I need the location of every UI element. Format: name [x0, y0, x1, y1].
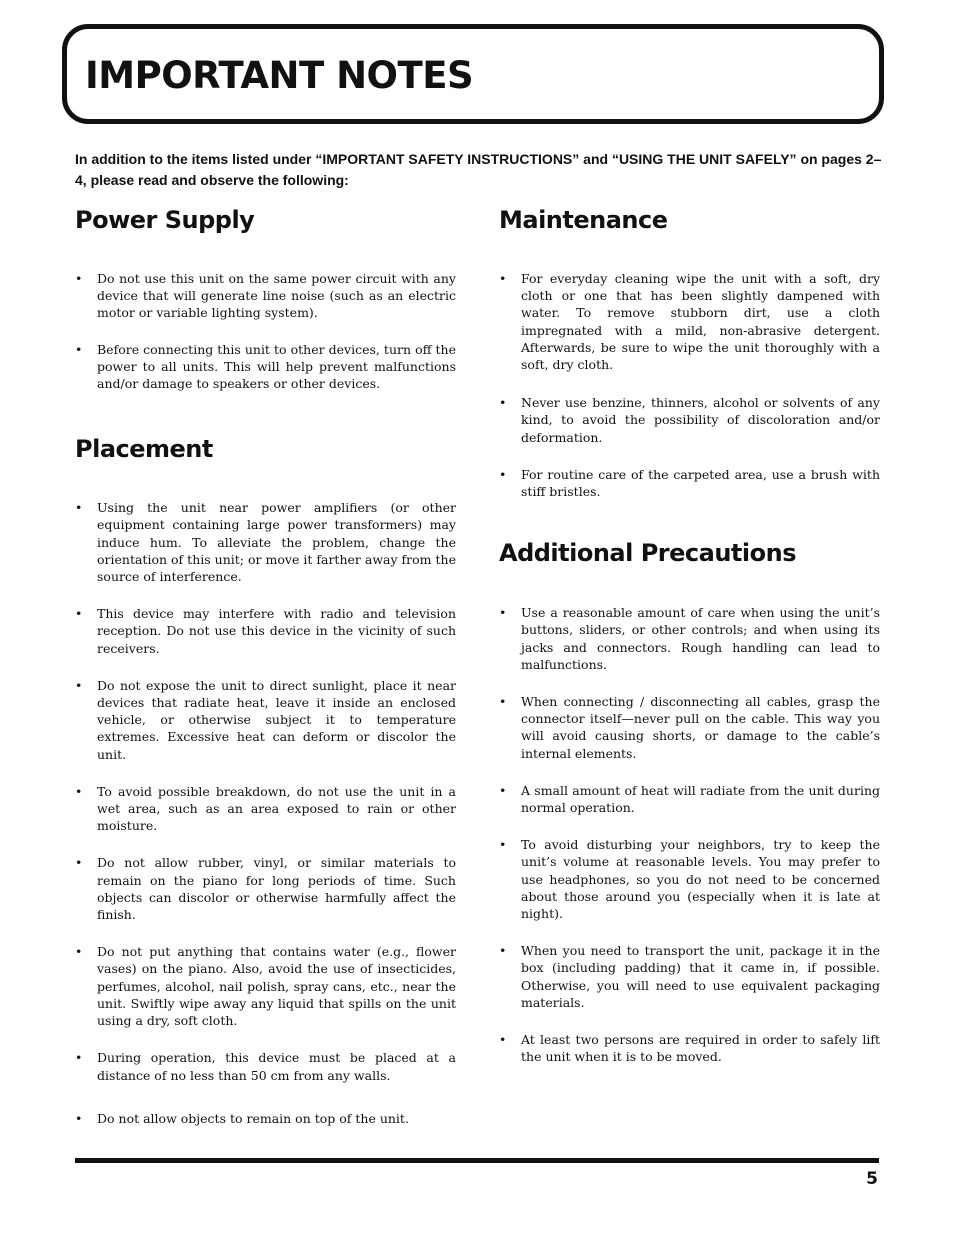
- list-item: • Do not use this unit on the same power circuit with any device that will generate line noise (such as an electric motor or variable lighting system).: [75, 271, 456, 321]
- list-item: • During operation, this device must be placed at a distance of no less than 50 cm from any walls.: [75, 1050, 456, 1083]
- page-number: 5: [866, 1169, 878, 1189]
- list-item: • To avoid possible breakdown, do not use the unit in a wet area, such as an area exposed to rain or other moisture.: [75, 783, 456, 834]
- right-column: [499, 200, 880, 1066]
- list-item: • For routine care of the carpeted area, use a brush with stiff bristles.: [499, 466, 880, 500]
- bullet-icon: •: [75, 271, 83, 286]
- list-item: • Do not allow objects to remain on top of the unit.: [75, 1110, 409, 1126]
- bullet-icon: •: [499, 395, 507, 411]
- bullet-icon: •: [75, 677, 83, 693]
- list-item: • Using the unit near power amplifiers (or other equipment containing large power transformers) may induce hum. To alleviate the problem, change the orientation of this unit; or move it farther away from the source of interference.: [75, 500, 456, 585]
- list-item: • Do not put anything that contains water (e.g., flower vases) on the piano. Also, avoid the use of insecticides, perfumes, alcohol, nail polish, spray cans, etc., near the unit. Swiftly wipe away any liquid that spills on the unit using a dry, soft cloth.: [75, 944, 456, 1029]
- bullet-icon: •: [499, 1032, 507, 1048]
- additional-precautions-heading: Additional Precautions: [499, 539, 796, 568]
- left-column: [75, 200, 456, 1127]
- list-item: • Never use benzine, thinners, alcohol or solvents of any kind, to avoid the possibility of discoloration and/or deformation.: [499, 395, 880, 445]
- power-supply-heading: Power Supply: [75, 206, 255, 234]
- bullet-icon: •: [75, 783, 83, 799]
- placement-list: [75, 499, 456, 1127]
- intro-text: In addition to the items listed under “IMPORTANT SAFETY INSTRUCTIONS” and “USING THE UNIT SAFELY” on pages 2–4, please read and observe the following:: [75, 151, 882, 188]
- bullet-icon: •: [75, 500, 83, 516]
- bullet-icon: •: [499, 943, 507, 959]
- maintenance-list: [499, 270, 880, 500]
- list-item: • Use a reasonable amount of care when using the unit’s buttons, sliders, or other controls; and when using its jacks and connectors. Rough handling can lead to malfunctions.: [499, 605, 880, 672]
- maintenance-heading: Maintenance: [499, 206, 668, 234]
- list-item: • At least two persons are required in order to safely lift the unit when it is to be moved.: [499, 1032, 880, 1065]
- list-item: • Do not allow rubber, vinyl, or similar materials to remain on the piano for long periods of time. Such objects can discolor or otherwise harmfully affect the finish.: [75, 855, 456, 923]
- power-supply-list: [75, 270, 456, 392]
- additional-precautions-list: [499, 604, 880, 1065]
- bullet-icon: •: [499, 605, 507, 621]
- bullet-icon: •: [499, 837, 507, 853]
- list-item: • To avoid disturbing your neighbors, try to keep the unit’s volume at reasonable levels. You may prefer to use headphones, so you do not need to be concerned about those around you (especially when it is late at night).: [499, 837, 880, 922]
- bullet-icon: •: [75, 855, 83, 871]
- list-item: • Do not expose the unit to direct sunlight, place it near devices that radiate heat, leave it inside an enclosed vehicle, or otherwise subject it to temperature extremes. Excessive heat can deform or discolor the unit.: [75, 677, 456, 762]
- bullet-icon: •: [75, 944, 83, 960]
- list-item: • A small amount of heat will radiate from the unit during normal operation.: [499, 782, 880, 816]
- footer-rule: [75, 1158, 879, 1163]
- bullet-icon: •: [75, 606, 83, 622]
- bullet-icon: •: [75, 341, 83, 357]
- bullet-icon: •: [75, 1110, 83, 1126]
- title-box: [62, 24, 884, 124]
- bullet-icon: •: [499, 466, 507, 482]
- list-item: • When you need to transport the unit, package it in the box (including padding) that it came in, if possible. Otherwise, you will need to use equivalent packaging materials.: [499, 943, 880, 1010]
- page-title: IMPORTANT NOTES: [85, 54, 474, 97]
- bullet-icon: •: [499, 782, 507, 798]
- list-item: • This device may interfere with radio and television reception. Do not use this device in the vicinity of such receivers.: [75, 606, 456, 656]
- list-item: • When connecting / disconnecting all cables, grasp the connector itself—never pull on the cable. This way you will avoid causing shorts, or damage to the cable’s internal elements.: [499, 694, 880, 761]
- list-item: • For everyday cleaning wipe the unit with a soft, dry cloth or one that has been slightly dampened with water. To remove stubborn dirt, use a cloth impregnated with a mild, non-abrasive detergent. Afterwards, be sure to wipe the unit thoroughly with a soft, dry cloth.: [499, 271, 880, 373]
- list-item: • Before connecting this unit to other devices, turn off the power to all units. This will help prevent malfunctions and/or damage to speakers or other devices.: [75, 341, 456, 392]
- bullet-icon: •: [75, 1050, 83, 1066]
- bullet-icon: •: [499, 271, 507, 286]
- bullet-icon: •: [499, 694, 507, 710]
- placement-heading: Placement: [75, 435, 213, 464]
